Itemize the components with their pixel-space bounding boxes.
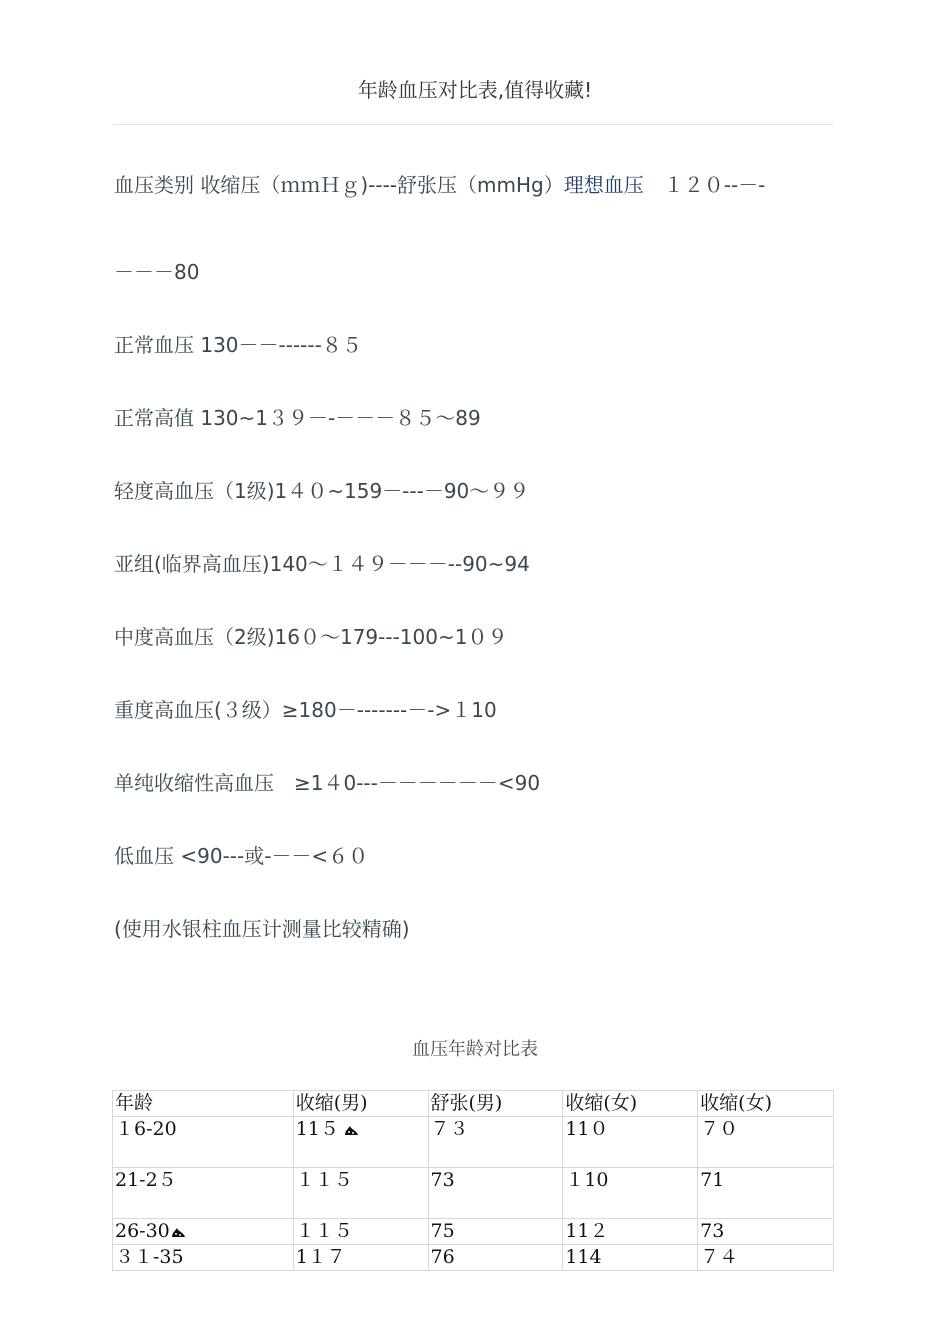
- table-row: [113, 1219, 834, 1245]
- header-systolic-male: 收缩(男): [293, 1091, 428, 1117]
- ideal-bp-value: １２０--－-: [643, 173, 766, 197]
- table-cell: 21-2５: [113, 1168, 294, 1219]
- normal-bp-line: 正常血压 130－－------８５: [114, 333, 362, 357]
- table-cell: ７０: [698, 1117, 834, 1168]
- header-age: 年龄: [113, 1091, 294, 1117]
- table-cell: 73: [698, 1219, 834, 1245]
- ink-drop-icon: [170, 1226, 186, 1238]
- hypotension-line: 低血压 <90---或-－－<６０: [114, 844, 369, 868]
- table-cell: ３１-35: [113, 1245, 294, 1271]
- table-cell: １10: [563, 1168, 698, 1219]
- high-normal-bp-line: 正常高值 130~1３９－-－－－８５～89: [114, 406, 481, 430]
- table-cell: 71: [698, 1168, 834, 1219]
- header-diastolic-male: 舒张(男): [428, 1091, 563, 1117]
- header-systolic-female-2: 收缩(女): [698, 1091, 834, 1117]
- table-cell: 26-30: [113, 1219, 294, 1245]
- table-cell: 73: [428, 1168, 563, 1219]
- bp-category-header-line: [114, 169, 765, 198]
- table-cell: １6-20: [113, 1117, 294, 1168]
- bp-header-label: 血压类别 收缩压（ｍｍＨｇ)----舒张压（mmHg）: [114, 173, 564, 197]
- table-cell: 114: [563, 1245, 698, 1271]
- ideal-bp-continuation: －－－80: [114, 260, 200, 284]
- page-title: 年龄血压对比表,值得收藏!: [357, 78, 593, 102]
- title-divider: [113, 124, 833, 125]
- table-cell: 11２: [563, 1219, 698, 1245]
- table-cell: 76: [428, 1245, 563, 1271]
- table-cell: 75: [428, 1219, 563, 1245]
- mild-hypertension-line: 轻度高血压（1级)1４０~159－---－90～９９: [114, 479, 530, 503]
- measurement-note: (使用水银柱血压计测量比较精确): [114, 917, 410, 941]
- table-cell: 11５: [293, 1117, 428, 1168]
- ideal-bp-label: 理想血压: [563, 173, 644, 197]
- table-title: 血压年龄对比表: [412, 1039, 538, 1060]
- table-row: [113, 1117, 834, 1168]
- table-cell: １１５: [293, 1168, 428, 1219]
- table-cell: ７３: [428, 1117, 563, 1168]
- table-cell: ７４: [698, 1245, 834, 1271]
- isolated-systolic-line: 单纯收缩性高血压 ≥1４0---－－－－－－<90: [114, 771, 541, 795]
- table-cell: 1１７: [293, 1245, 428, 1271]
- bp-age-table: [112, 1090, 834, 1271]
- moderate-hypertension-line: 中度高血压（2级)16０～179---100~1０９: [114, 625, 508, 649]
- severe-hypertension-line: 重度高血压(３级）≥180－-------－->１10: [114, 698, 497, 722]
- table-row: [113, 1168, 834, 1219]
- table-cell: 11０: [563, 1117, 698, 1168]
- header-systolic-female: 收缩(女): [563, 1091, 698, 1117]
- table-row: [113, 1245, 834, 1271]
- table-header-row: [113, 1091, 834, 1117]
- table-cell: １１５: [293, 1219, 428, 1245]
- ink-drop-icon: [343, 1124, 359, 1136]
- borderline-hypertension-line: 亚组(临界高血压)140～１４９－－－--90~94: [114, 552, 530, 576]
